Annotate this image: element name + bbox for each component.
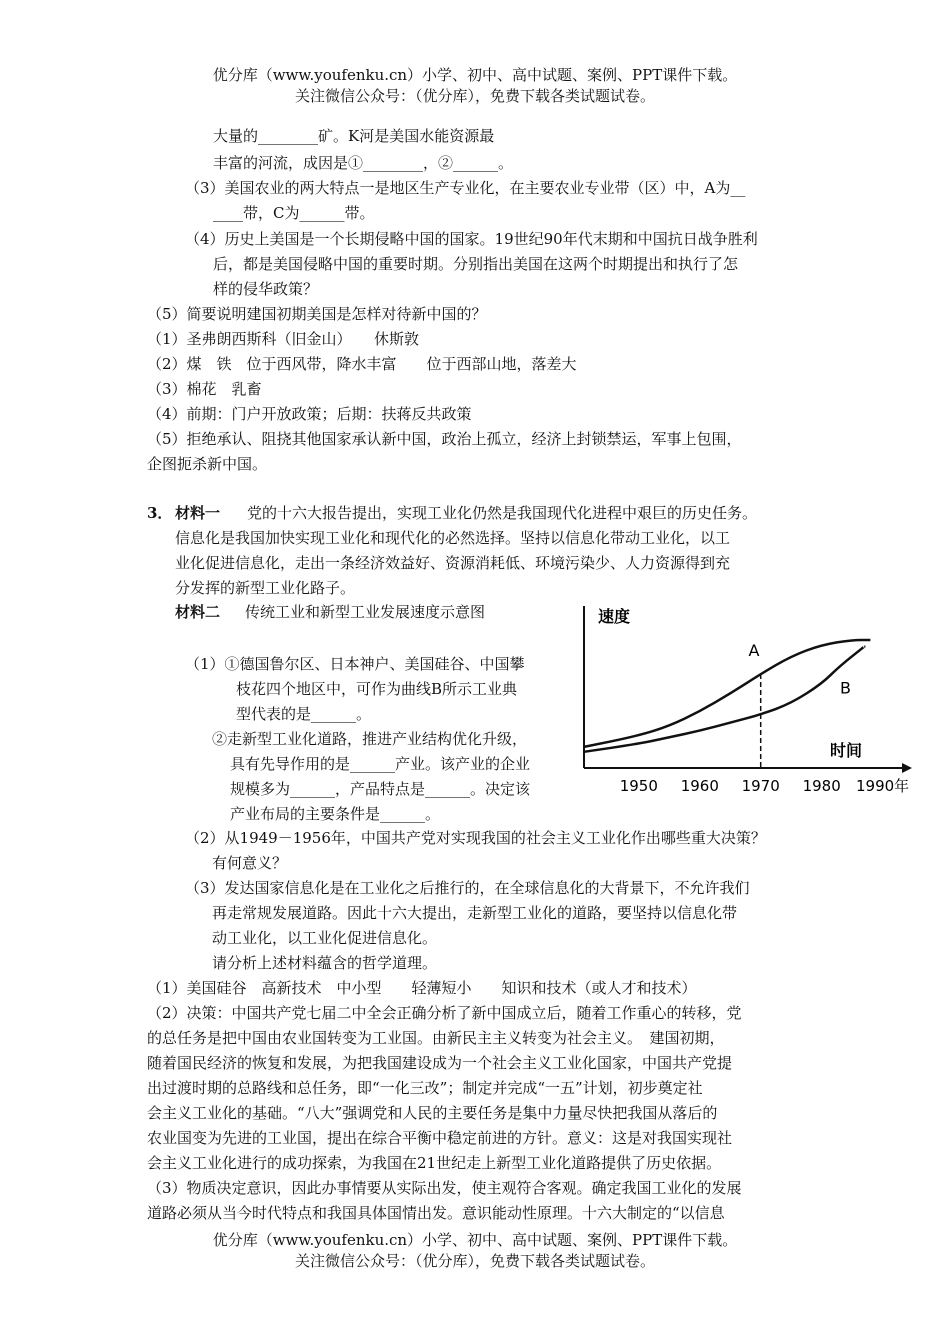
- page-header-line2: 关注微信公众号：（优分库），免费下载各类试题试卷。: [294, 87, 655, 105]
- x-axis-arrow: [902, 763, 912, 773]
- q2-cont-line2: 丰富的河流，成因是①________，②______。: [213, 154, 514, 172]
- answer-5-line2: 企图扼杀新中国。: [147, 455, 268, 473]
- s3-q1-line4: ②走新型工业化道路，推进产业结构优化升级，: [212, 730, 528, 748]
- s3-q3-line1: （3）发达国家信息化是在工业化之后推行的，在全球信息化的大背景下，不允许我们: [185, 879, 750, 897]
- q3-line2: ____带，C为______带。: [213, 204, 375, 222]
- x-tick-label: 1990年: [856, 777, 910, 795]
- answer-4: （4）前期：门户开放政策；后期：扶蒋反共政策: [147, 405, 472, 423]
- s3-q1-line5: 具有先导作用的是______产业。该产业的企业: [230, 755, 531, 773]
- material1-label: 材料一: [175, 504, 221, 522]
- material1-line1: 党的十六大报告提出，实现工业化仍然是我国现代化进程中艰巨的历史任务。: [232, 504, 758, 522]
- s3-q1-line7: 产业布局的主要条件是______。: [230, 805, 441, 823]
- s3-q1-line3: 型代表的是______。: [236, 705, 372, 723]
- series-line-a: [584, 640, 870, 747]
- s3-q3-line2: 再走常规发展道路。因此十六大提出，走新型工业化的道路，要坚持以信息化带: [212, 904, 738, 922]
- s3-q2-line2: 有何意义？: [212, 854, 288, 872]
- q2-cont-line1: 大量的________矿。K河是美国水能资源最: [213, 127, 495, 145]
- answer-2: （2）煤 铁 位于西风带，降水丰富 位于西部山地，落差大: [147, 355, 577, 373]
- y-axis-label: 速度: [598, 607, 631, 626]
- material1-line3: 业化促进信息化，走出一条经济效益好、资源消耗低、环境污染少、人力资源得到充: [175, 554, 731, 572]
- s3-answer-2-line6: 农业国变为先进的工业国，提出在综合平衡中稳定前进的方针。意义：这是对我国实现社: [147, 1129, 733, 1147]
- question-3-number: 3．: [147, 504, 173, 522]
- s3-q3-line3: 动工业化，以工业化促进信息化。: [212, 929, 438, 947]
- s3-q3-line4: 请分析上述材料蕴含的哲学道理。: [212, 954, 438, 972]
- industry-speed-chart: [572, 596, 912, 806]
- material1-line4: 分发挥的新型工业化路子。: [175, 579, 356, 597]
- material2-title: 传统工业和新型工业发展速度示意图: [245, 603, 486, 621]
- page-footer-line1: 优分库（www.youfenku.cn）小学、初中、高中试题、案例、PPT课件下载。: [212, 1231, 738, 1249]
- q3-line1: （3）美国农业的两大特点一是地区生产专业化，在主要农业专业带（区）中，A为__: [185, 179, 746, 197]
- series-line-b: [584, 647, 864, 752]
- chart-layer: [584, 606, 912, 795]
- s3-answer-2-line7: 会主义工业化进行的成功探索，为我国在21世纪走上新型工业化道路提供了历史依据。: [147, 1154, 722, 1172]
- s3-answer-2-line5: 会主义工业化的基础。“八大”强调党和人民的主要任务是集中力量尽快把我国从落后的: [147, 1104, 718, 1122]
- material2-label: 材料二: [175, 603, 221, 621]
- x-tick-label: 1980: [802, 777, 841, 795]
- x-axis-label: 时间: [830, 741, 863, 760]
- material1-line2: 信息化是我国加快实现工业化和现代化的必然选择。坚持以信息化带动工业化，以工: [175, 529, 731, 547]
- page-footer-line2: 关注微信公众号：（优分库），免费下载各类试题试卷。: [294, 1252, 655, 1270]
- s3-q1-line2: 枝花四个地区中，可作为曲线B所示工业典: [236, 680, 518, 698]
- s3-answer-2-line3: 随着国民经济的恢复和发展，为把我国建设成为一个社会主义工业化国家，中国共产党提: [147, 1054, 733, 1072]
- s3-answer-1: （1）美国硅谷 高新技术 中小型 轻薄短小 知识和技术（或人才和技术）: [147, 979, 697, 997]
- s3-answer-2-line4: 出过渡时期的总路线和总任务，即“一化三改”；制定并完成“一五”计划，初步奠定社: [147, 1079, 703, 1097]
- s3-q1-line1: （1）①德国鲁尔区、日本神户、美国硅谷、中国攀: [185, 655, 525, 673]
- series-label-a: A: [748, 641, 760, 661]
- answer-5-line1: （5）拒绝承认、阻挠其他国家承认新中国，政治上孤立，经济上封锁禁运，军事上包围，: [147, 430, 742, 448]
- q4-line3: 样的侵华政策？: [213, 280, 319, 298]
- x-tick-label: 1960: [680, 777, 719, 795]
- answer-3: （3）棉花 乳畜: [147, 380, 262, 398]
- x-tick-label: 1970: [741, 777, 780, 795]
- answer-1: （1）圣弗朗西斯科（旧金山） 休斯敦: [147, 330, 420, 348]
- s3-q2-line1: （2）从1949－1956年，中国共产党对实现我国的社会主义工业化作出哪些重大决策？: [185, 829, 766, 847]
- s3-answer-3-line1: （3）物质决定意识，因此办事情要从实际出发，使主观符合客观。确定我国工业化的发展: [147, 1179, 742, 1197]
- s3-q1-line6: 规模多为______，产品特点是______。决定该: [230, 780, 531, 798]
- q5-line: （5）简要说明建国初期美国是怎样对待新中国的？: [147, 305, 487, 323]
- s3-answer-2-line1: （2）决策：中国共产党七届二中全会正确分析了新中国成立后，随着工作重心的转移，党: [147, 1004, 742, 1022]
- x-tick-label: 1950: [619, 777, 658, 795]
- s3-answer-3-line2: 道路必须从当今时代特点和我国具体国情出发。意识能动性原理。十六大制定的“以信息: [147, 1204, 725, 1222]
- series-label-b: B: [840, 678, 851, 698]
- q4-line2: 后，都是美国侵略中国的重要时期。分别指出美国在这两个时期提出和执行了怎: [213, 255, 739, 273]
- s3-answer-2-line2: 的总任务是把中国由农业国转变为工业国。由新民主主义转变为社会主义。 建国初期，: [147, 1029, 725, 1047]
- page-header-line1: 优分库（www.youfenku.cn）小学、初中、高中试题、案例、PPT课件下载。: [212, 66, 738, 84]
- q4-line1: （4）历史上美国是一个长期侵略中国的国家。19世纪90年代末期和中国抗日战争胜利: [185, 230, 758, 248]
